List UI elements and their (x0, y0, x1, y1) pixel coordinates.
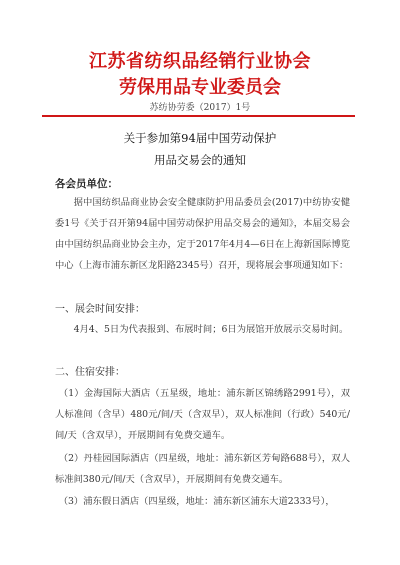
section-heading-schedule: 一、展会时间安排： (55, 304, 145, 315)
hotel-item: （1）金海国际大酒店（五星级，地址：浦东新区锦绣路2991号），双人标准间（含早）480元/间/天（含双早），双人标准间（行政）540元/间/天（含双早），开展期间有免费交通车。 (55, 388, 350, 441)
notice-title-line2: 用品交易会的通知 (154, 153, 246, 167)
schedule-paragraph: 4月4、5日为代表报到、布展时间；6日为展馆开放展示交易时间。 (73, 324, 349, 335)
header-divider (42, 115, 355, 117)
section-heading-accommodation: 二、住宿安排： (55, 367, 125, 378)
hotel-item: （2）丹桂园国际酒店（四星级，地址：浦东新区芳甸路688号），双人标准间380元/间/天（含双早），开展期间有免费交通车。 (55, 453, 350, 485)
intro-paragraph: 据中国纺织品商业协会安全健康防护用品委员会(2017)中纺协安健委1号《关于召开第94届中国劳动保护用品交易会的通知》，本届交易会由中国纺织品商业协会主办，定于2017年4月4—6日在上海新国际博览中心（上海市浦东新区龙阳路2345号）召开，现将展会事项通知如下： (55, 197, 350, 271)
hotel-item: （3）浦东假日酒店（四星级，地址：浦东新区浦东大道2333号）， (58, 496, 335, 507)
document-number: 苏纺协劳委（2017）1号 (149, 103, 251, 113)
salutation: 各会员单位： (55, 178, 118, 190)
committee-name: 劳保用品专业委员会 (119, 77, 281, 98)
notice-title-line1: 关于参加第94届中国劳动保护 (123, 131, 277, 145)
organization-name: 江苏省纺织品经销行业协会 (89, 51, 311, 72)
